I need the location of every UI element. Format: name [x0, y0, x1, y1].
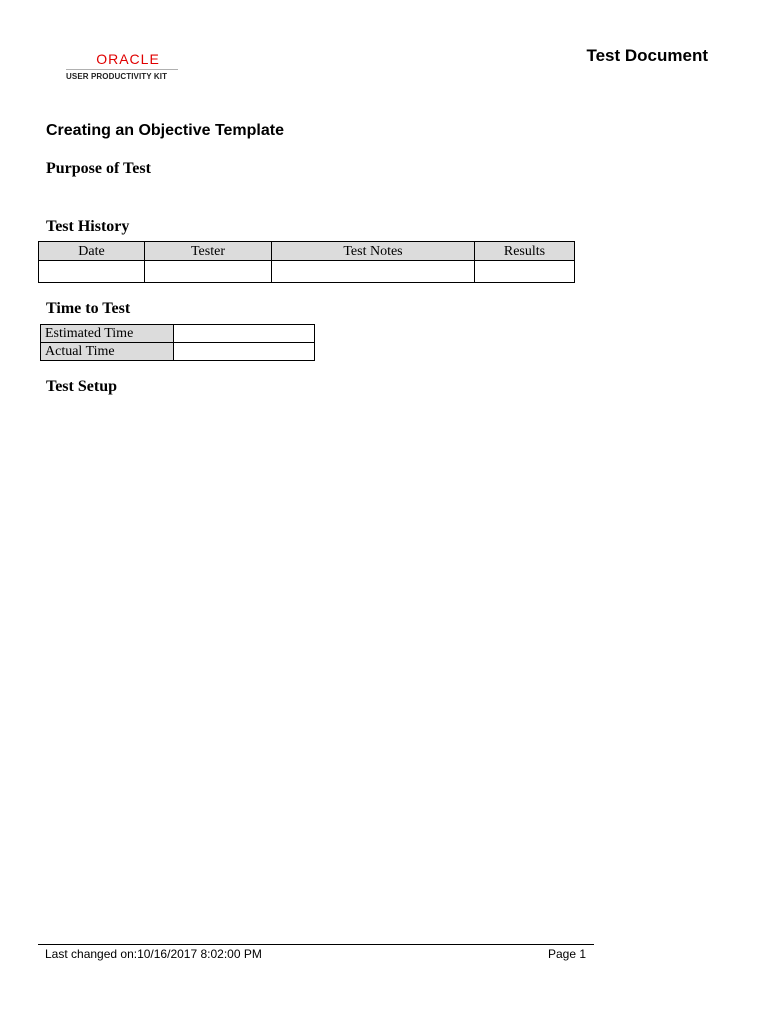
setup-heading: Test Setup: [46, 378, 117, 395]
purpose-heading: Purpose of Test: [46, 160, 151, 177]
column-header-results: Results: [475, 242, 575, 261]
logo-brand: ORACLE: [96, 51, 160, 67]
cell-test-notes: [272, 261, 475, 283]
actual-time-label: Actual Time: [41, 343, 174, 361]
logo-product: USER PRODUCTIVITY KIT: [66, 72, 168, 81]
cell-tester: [145, 261, 272, 283]
table-row: [41, 343, 315, 361]
table-header-row: [39, 242, 575, 261]
logo-divider: [66, 69, 178, 70]
table-row: [41, 325, 315, 343]
document-title: Creating an Objective Template: [46, 122, 284, 139]
time-heading: Time to Test: [46, 300, 131, 317]
estimated-time-value: [174, 325, 315, 343]
actual-time-value: [174, 343, 315, 361]
estimated-time-label: Estimated Time: [41, 325, 174, 343]
column-header-tester: Tester: [145, 242, 272, 261]
table-row: [39, 261, 575, 283]
test-history-table: [38, 241, 575, 283]
last-changed-text: Last changed on:10/16/2017 8:02:00 PM: [45, 947, 262, 961]
column-header-test-notes: Test Notes: [272, 242, 475, 261]
footer-divider: [38, 944, 594, 945]
cell-date: [39, 261, 145, 283]
time-to-test-table: [40, 324, 315, 361]
column-header-date: Date: [39, 242, 145, 261]
oracle-upk-logo: [66, 50, 178, 81]
page-number: Page 1: [548, 947, 587, 961]
cell-results: [475, 261, 575, 283]
document-type-label: Test Document: [586, 46, 708, 65]
history-heading: Test History: [46, 218, 130, 235]
